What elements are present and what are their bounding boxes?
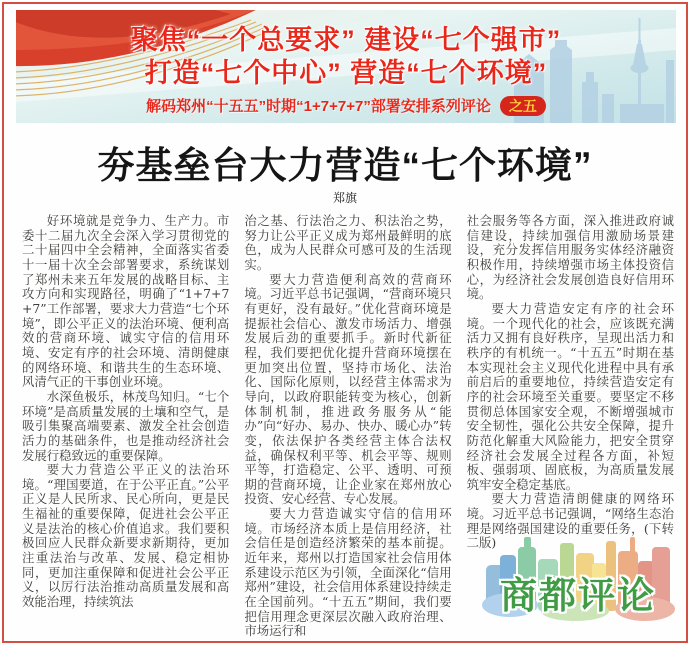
banner-text-block (16, 10, 676, 116)
paragraph: 要大力营造安定有序的社会环境。一个现代化的社会，应该既充满活力又拥有良好秩序，呈现出活力和秩序的有机统一。“十五五”时期在基本实现社会主义现代化进程中具有承前启后的重要地位，持续营造安定有序的社会环境至关重要。要坚定不移贯彻总体国家安全观，不断增强城市安全韧性，强化公共安全保障，提升防范化解重大风险能力，把安全贯穿经济社会发展全过程各方面，补短板、强弱项、固底板，为高质量发展筑牢安全稳定基底。 (466, 300, 674, 492)
paragraph: 好环境就是竞争力、生产力。市委十二届九次全会深入学习贯彻党的二十届四中全会精神，全面落实省委十一届十次全会部署要求，系统谋划了郑州未来五年发展的战略目标、主攻方向和实现路径，明确了“1+7+7+7”工作部署，要求大力营造“七个环境”，即公平正义的法治环境、便利高效的营商环境、诚实守信的信用环境、安定有序的社会环境、清朗健康的网络环境、和谐共生的生态环境、风清气正的干事创业环境。 (22, 213, 230, 390)
shangdu-review-logo (480, 535, 676, 633)
newspaper-clipping (2, 2, 688, 643)
paragraph: 要大力营造诚实守信的信用环境。市场经济本质上是信用经济，社会信任是创造经济繁荣的基本前提。近年来，郑州以打造国家社会信用体系建设示范区为引领，全面深化“信用郑州”建设，社会信用体系建设持续走在全国前列。“十五五”期间，我们要把信用理念更深层次融入政府治理、市场运行和 (244, 506, 452, 639)
paragraph: 治之基、行法治之力、积法治之势，努力让公平正义成为郑州最鲜明的底色，成为人民群众可感可及的生活现实。 (244, 213, 452, 272)
series-banner (16, 10, 676, 123)
paragraph: 水深鱼极乐，林茂鸟知归。“七个环境”是高质量发展的土壤和空气，是吸引集聚高端要素、激发全社会创造活力的基础条件，也是推动经济社会发展行稳致远的重要保障。 (22, 388, 230, 463)
paragraph: 要大力营造清朗健康的网络环境。习近平总书记强调，“网络生态治理是网络强国建设的重要任务，(下转二版) (466, 491, 674, 551)
paragraph: 要大力营造公平正义的法治环境。“理国要道，在于公平正直。”公平正义是人民所求、民心所向，更是民生福祉的重要保障，促进社会公平正义是法治的核心价值追求。我们要积极回应人民群众新要求新期待，更加注重法治与改革、发展、稳定相协同，更加注重保障和促进社会公平正义，以厉行法治推动高质量发展和高效能治理，持续筑法 (22, 462, 230, 610)
article-title: 夯基垒台大力营造“七个环境” (97, 145, 593, 186)
banner-headline-line1: 聚焦“一个总要求” 建设“七个强市” (130, 25, 562, 55)
article-column-1 (22, 214, 229, 639)
paragraph: 社会服务等各方面，深入推进政府诚信建设，持续加强信用激励场景建设，充分发挥信用服务实体经济融资积极作用，持续增强市场主体投资信心，为经济社会发展创造良好信用环境。 (466, 213, 674, 302)
series-number-badge: 之五 (500, 96, 546, 116)
shangdu-review-logo-text: 商都评论 (500, 575, 656, 616)
article-author: 郑旗 (332, 191, 357, 205)
paragraph: 要大力营造便利高效的营商环境。习近平总书记强调，“营商环境只有更好，没有最好。”优化营商环境是提振社会信心、激发市场活力、增强发展后劲的重要抓手。新时代新征程，我们要把优化提升营商环境摆在更加突出位置，坚持市场化、法治化、国际化原则，以经营主体需求为导向，以政府职能转变为核心，创新体制机制，推进政务服务从“能办”向“好办、易办、快办、暖心办”转变，依法保护各类经营主体合法权益，确保权利平等、机会平等、规则平等，打造稳定、公平、透明、可预期的营商环境，让企业家在郑州放心投资、安心经营、专心发展。 (244, 271, 452, 507)
banner-headline-line2: 打造“七个中心” 营造“七个环境” (144, 58, 548, 88)
article-column-2 (244, 214, 451, 639)
banner-series-subtitle: 解码郑州“十五五”时期“1+7+7+7”部署安排系列评论 (146, 98, 491, 115)
